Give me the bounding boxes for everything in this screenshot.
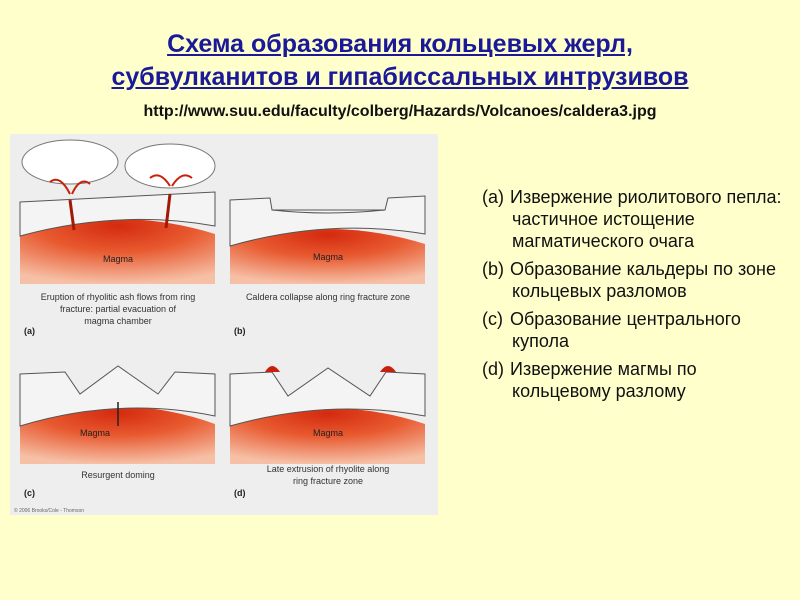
panel-d-caption-2: ring fracture zone — [292, 476, 364, 486]
caption-label: (d) — [482, 359, 504, 379]
panel-a-caption-3: magma chamber — [84, 316, 152, 326]
title-line-1: Схема образования кольцевых жерл, — [167, 30, 633, 58]
caption-text: Образование центрального купола — [510, 309, 741, 351]
panel-d — [230, 366, 425, 498]
magma-label-d: Magma — [312, 428, 344, 438]
caption-text: Извержение магмы по кольцевому разлому — [510, 359, 697, 401]
title-line-2: субвулканитов и гипабиссальных интрузивов — [111, 63, 689, 91]
panel-c — [20, 366, 215, 498]
magma-label-b: Magma — [312, 252, 344, 262]
caption-text: Извержение риолитового пепла: частичное истощение магматического очага — [510, 187, 782, 251]
magma-label-c: Magma — [79, 428, 111, 438]
panel-b-caption-1: Caldera collapse along ring fracture zone — [245, 292, 411, 302]
panel-a-caption-2: fracture: partial evacuation of — [59, 304, 177, 314]
copyright-note: © 2006 Brooks/Cole - Thomson — [14, 508, 85, 514]
caldera-diagram — [10, 134, 438, 515]
source-url: http://www.suu.edu/faculty/colberg/Hazards/Volcanoes/caldera3.jpg — [143, 103, 657, 120]
caldera-figure — [10, 134, 438, 515]
caption-c — [482, 308, 782, 352]
panel-d-caption-1: Late extrusion of rhyolite along — [266, 464, 390, 474]
panel-d-letter: (d) — [234, 488, 246, 498]
panel-c-caption-1: Resurgent doming — [81, 470, 155, 480]
rhyolite-extrusion-left — [265, 366, 280, 372]
panel-a-caption-1: Eruption of rhyolitic ash flows from ring — [40, 292, 196, 302]
ash-cloud-right — [125, 144, 215, 188]
caption-label: (b) — [482, 259, 504, 279]
caption-text: Образование кальдеры по зоне кольцевых разломов — [510, 259, 776, 301]
caption-label: (c) — [482, 309, 503, 329]
panel-a — [20, 140, 215, 336]
ash-cloud-left — [22, 140, 118, 184]
panel-b — [230, 196, 425, 336]
panel-b-letter: (b) — [234, 326, 246, 336]
caption-d — [482, 358, 782, 402]
panel-a-letter: (a) — [24, 326, 35, 336]
caption-a — [482, 186, 782, 252]
caption-label: (a) — [482, 187, 504, 207]
magma-label-a: Magma — [102, 254, 134, 264]
slide-title — [0, 28, 800, 94]
caption-list — [482, 186, 782, 408]
rhyolite-extrusion-right — [380, 366, 396, 372]
panel-c-letter: (c) — [24, 488, 35, 498]
caption-b — [482, 258, 782, 302]
